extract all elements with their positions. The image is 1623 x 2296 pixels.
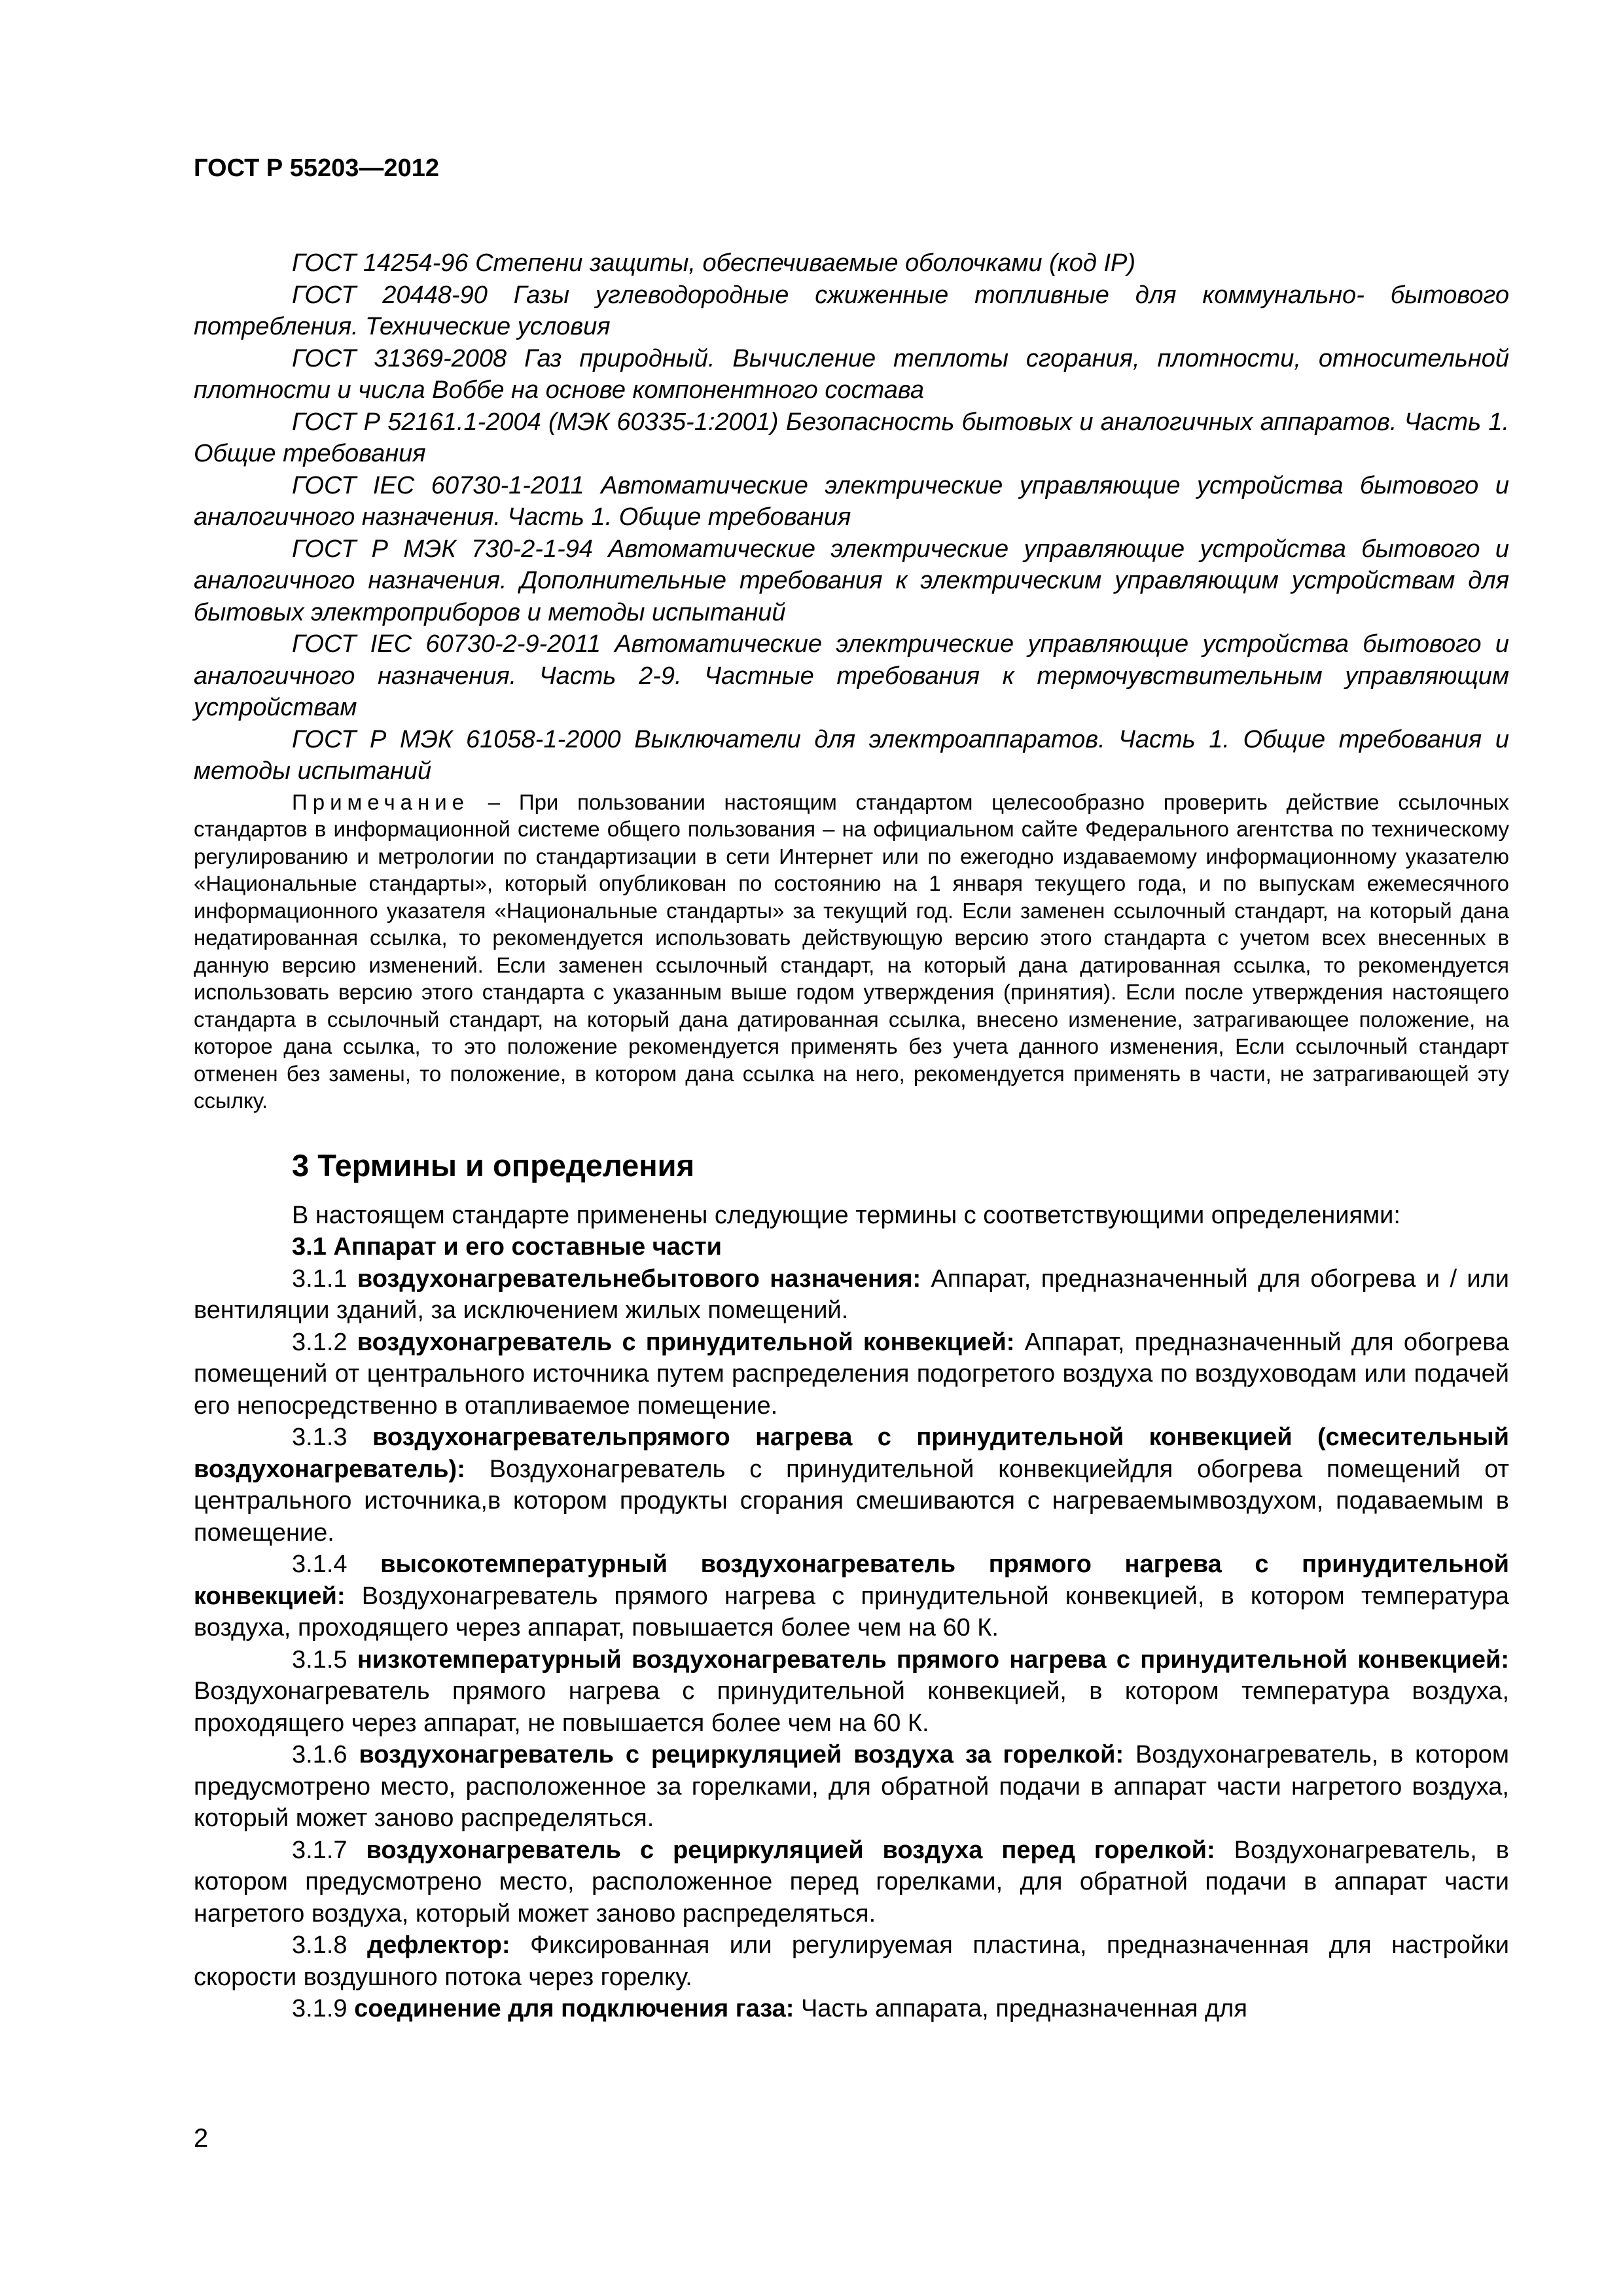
document-body: [194, 247, 1509, 2025]
subsection-title: 3.1 Аппарат и его составные части: [292, 1233, 722, 1261]
term: воздухонагреватель с принудительной конвекцией:: [357, 1328, 1015, 1356]
term: дефлектор:: [367, 1931, 510, 1959]
term-definition: 3.1.3 воздухонагревательпрямого нагрева с принудительной конвекцией (смесительный воздухонагреватель): Воздухонагреватель с принудительной конвекциейдля обогрева помещений от центрального источника,в котором продукты сгорания смешиваются с нагреваемымвоздухом, подаваемым в помещение.: [194, 1424, 1510, 1547]
term-definition: 3.1.4 высокотемпературный воздухонагреватель прямого нагрева с принудительной конвекцией: Воздухонагреватель прямого нагрева с принудительной конвекцией, в котором температура воздуха, проходящего через аппарат, повышается более чем на 60 К.: [194, 1551, 1510, 1641]
term: воздухонагревательнебытового назначения:: [357, 1265, 921, 1293]
term: воздухонагреватель с рециркуляцией воздуха перед горелкой:: [366, 1836, 1215, 1864]
term: соединение для подключения газа:: [354, 1995, 794, 2022]
normative-reference: ГОСТ 14254-96 Степени защиты, обеспечиваемые оболочками (код IP): [292, 249, 1136, 277]
term: воздухонагреватель с рециркуляцией воздуха за горелкой:: [359, 1741, 1124, 1768]
term: высокотемпературный воздухонагреватель прямого нагрева с принудительной конвекцией:: [194, 1551, 1509, 1610]
normative-reference: ГОСТ IEC 60730-2-9-2011 Автоматические электрические управляющие устройства бытового и аналогичного назначения. Часть 2-9. Частные требования к термочувствительным управляющим устройствам: [194, 630, 1510, 721]
note-paragraph: [194, 789, 1509, 1115]
normative-reference: ГОСТ 31369-2008 Газ природный. Вычисление теплоты сгорания, плотности, относительной плотности и числа Воббе на основе компонентного состава: [194, 344, 1510, 404]
normative-reference: ГОСТ IEC 60730-1-2011 Автоматические электрические управляющие устройства бытового и аналогичного назначения. Часть 1. Общие требования: [194, 471, 1509, 531]
page-number: 2: [194, 2124, 209, 2153]
normative-reference: ГОСТ Р 52161.1-2004 (МЭК 60335-1:2001) Безопасность бытовых и аналогичных аппаратов. Часть 1. Общие требования: [194, 408, 1510, 467]
term-definition: 3.1.1 воздухонагревательнебытового назначения: Аппарат, предназначенный для обогрева и / или вентиляции зданий, за исключением жилых помещений.: [194, 1265, 1509, 1324]
term-definition: 3.1.5 низкотемпературный воздухонагреватель прямого нагрева с принудительной конвекцией: Воздухонагреватель прямого нагрева с принудительной конвекцией, в котором температура воздуха, проходящего через аппарат, не повышается более чем на 60 К.: [194, 1645, 1509, 1737]
term: низкотемпературный воздухонагреватель прямого нагрева с принудительной конвекцией:: [357, 1645, 1509, 1674]
section-intro: В настоящем стандарте применены следующие термины с соответствующими определениями:: [292, 1201, 1400, 1229]
note-text: – При пользовании настоящим стандартом целесообразно проверить действие ссылочных стандартов в информационной системе общего пользования – на официальном сайте Федерального агентства по техническому регулированию и метрологии по стандартизации в сети Интернет или по ежегодно издаваемому информационному указателю «Национальные стандарты», который опубликован по состоянию на 1 января текущего года, и по выпускам ежемесячного информационного указателя «Национальные стандарты» за текущий год. Если заменен ссылочный стандарт, на который дана недатированная ссылка, то рекомендуется использовать действующую версию этого стандарта с учетом всех внесенных в данную версию изменений. Если заменен ссылочный стандарт, на который дана датированная ссылка, то рекомендуется использовать версию этого стандарта с указанным выше годом утверждения (принятия). Если после утверждения настоящего стандарта в ссылочный стандарт, на который дана датированная ссылка, внесено изменение, затрагивающее положение, на которое дана ссылка, то это положение рекомендуется применять без учета данного изменения, Если ссылочный стандарт отменен без замены, то положение, в котором дана ссылка на него, рекомендуется применять в части, не затрагивающей эту ссылку.: [194, 789, 1510, 1113]
term-definition: 3.1.7 воздухонагреватель с рециркуляцией воздуха перед горелкой: Воздухонагреватель, в котором предусмотрено место, расположенное перед горелками, для обратной подачи в аппарат части нагретого воздуха, который может заново распределяться.: [194, 1836, 1509, 1928]
term: воздухонагревательпрямого нагрева с принудительной конвекцией (смесительный воздухонагреватель):: [194, 1424, 1509, 1483]
section-title: 3 Термины и определения: [292, 1147, 694, 1183]
normative-reference: ГОСТ Р МЭК 61058-1-2000 Выключатели для электроаппаратов. Часть 1. Общие требования и методы испытаний: [194, 725, 1509, 785]
normative-reference: ГОСТ Р МЭК 730-2-1-94 Автоматические электрические управляющие устройства бытового и аналогичного назначения. Дополнительные требования к электрическим управляющим устройствам для бытовых электроприборов и методы испытаний: [194, 535, 1509, 626]
normative-reference: ГОСТ 20448-90 Газы углеводородные сжиженные топливные для коммунально- бытового потребления. Технические условия: [194, 281, 1510, 340]
document-header: ГОСТ Р 55203—2012: [194, 154, 439, 182]
term-definition: 3.1.9 соединение для подключения газа: Часть аппарата, предназначенная для: [292, 1995, 1247, 2022]
term-definition: 3.1.6 воздухонагреватель с рециркуляцией воздуха за горелкой: Воздухонагреватель, в котором предусмотрено место, расположенное за горелками, для обратной подачи в аппарат части нагретого воздуха, который может заново распределяться.: [194, 1741, 1509, 1832]
term-definition: 3.1.2 воздухонагреватель с принудительной конвекцией: Аппарат, предназначенный для обогрева помещений от центрального источника путем распределения подогретого воздуха по воздуховодам или подачей его непосредственно в отапливаемое помещение.: [194, 1328, 1509, 1420]
term-definition: 3.1.8 дефлектор: Фиксированная или регулируемая пластина, предназначенная для настройки скорости воздушного потока через горелку.: [194, 1931, 1509, 1991]
note-label: Примечание: [292, 789, 470, 814]
